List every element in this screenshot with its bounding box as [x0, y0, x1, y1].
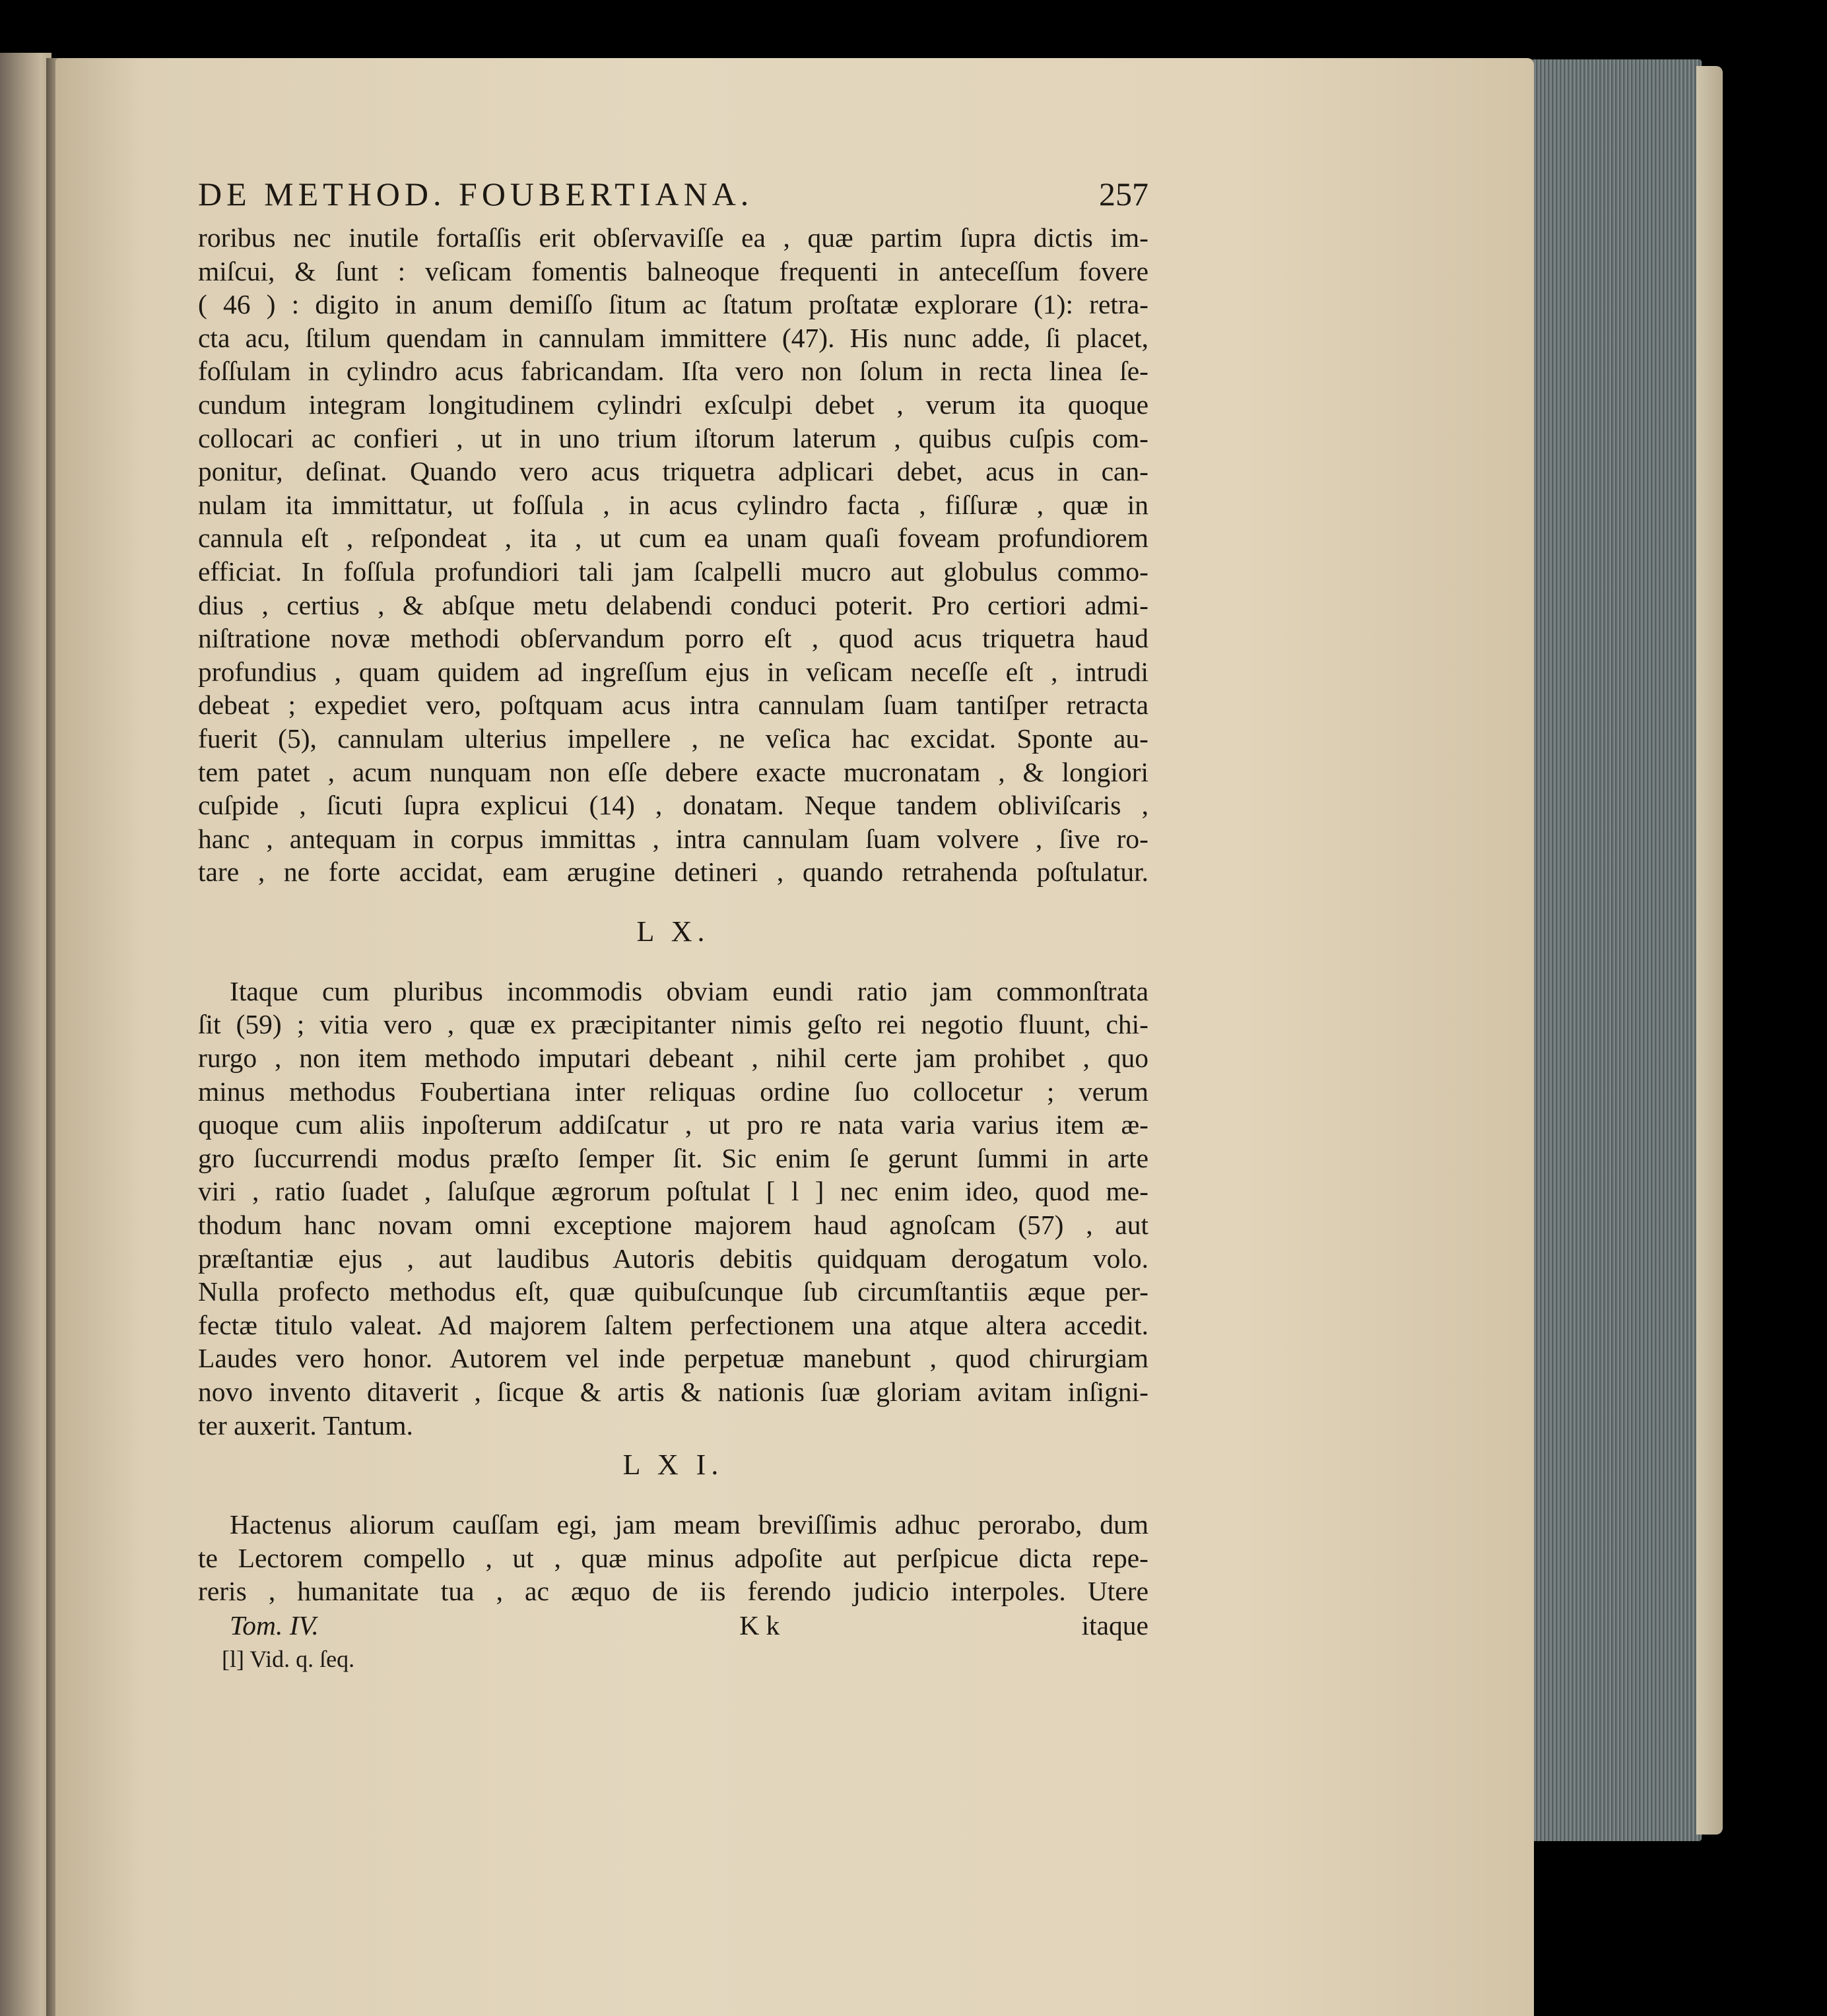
text-line: miſcui, & ſunt : veſicam fomentis balneoque frequenti in anteceſſum fovere [198, 255, 1148, 286]
text-line: reris , humanitate tua , ac æquo de iis ferendo judicio interpoles. Utere [198, 1576, 1148, 1607]
text-line: Nulla profecto methodus eſt, quæ quibuſcunque ſub circumſtantiis æque per- [198, 1276, 1148, 1307]
text-line: profundius , quam quidem ad ingreſſum ejus in veſicam neceſſe eſt , intrudi [198, 656, 1148, 687]
left-page-edge [0, 53, 51, 2016]
section-heading-lxi: L X I. [622, 1448, 724, 1481]
page-fore-edge [1530, 59, 1702, 1841]
footnote: [l] Vid. q. ſeq. [222, 1645, 355, 1672]
text-line: fuerit (5), cannulam ulterius impellere , ne veſica hac excidat. Sponte au- [198, 723, 1148, 754]
text-line: ter auxerit. Tantum. [198, 1410, 413, 1441]
text-line: nulam ita immittatur, ut foſſula , in acus cylindro facta , fiſſuræ , quæ in [198, 489, 1148, 520]
text-line: viri , ratio ſuadet , ſaluſque ægrorum poſtulat [ l ] nec enim ideo, quod me- [198, 1176, 1148, 1207]
text-line: Hactenus aliorum cauſſam egi, jam meam breviſſimis adhuc perorabo, dum [230, 1509, 1148, 1540]
text-line: debeat ; expediet vero, poſtquam acus intra cannulam ſuam tantiſper retracta [198, 690, 1148, 721]
text-line: novo invento ditaverit , ſicque & artis & nationis ſuæ gloriam avitam inſigni- [198, 1377, 1148, 1407]
text-line: rurgo , non item methodo imputari debeant , nihil certe jam prohibet , quo [198, 1043, 1148, 1074]
text-line: foſſulam in cylindro acus fabricandam. Iſta vero non ſolum in recta linea ſe- [198, 356, 1148, 387]
text-line: cannula eſt , reſpondeat , ita , ut cum ea unam quaſi foveam profundiorem [198, 523, 1148, 554]
page-text [198, 175, 1148, 1675]
text-line: collocari ac confieri , ut in uno trium iſtorum laterum , quibus cuſpis com- [198, 422, 1148, 453]
text-line: Laudes vero honor. Autorem vel inde perpetuæ manebunt , quod chirurgiam [198, 1343, 1148, 1374]
text-line: hanc , antequam in corpus immittas , intra cannulam ſuam volvere , ſive ro- [198, 823, 1148, 854]
volume-label: Tom. IV. [230, 1610, 319, 1641]
paragraph-lxi [198, 1508, 1148, 1608]
running-title: DE METHOD. FOUBERTIANA. [198, 176, 754, 212]
text-line: roribus nec inutile fortaſſis erit obſervaviſſe ea , quæ partim ſupra dictis im- [198, 222, 1148, 253]
text-line: Itaque cum pluribus incommodis obviam eundi ratio jam commonſtrata [230, 975, 1148, 1006]
text-line: quoque cum aliis inpoſterum addiſcatur , ut pro re nata varia varius item æ- [198, 1109, 1148, 1140]
text-line: cundum integram longitudinem cylindri exſculpi debet , verum ita quoque [198, 389, 1148, 420]
paragraph-lx [198, 975, 1148, 1442]
text-line: cta acu, ſtilum quendam in cannulam immittere (47). His nunc adde, ſi placet, [198, 322, 1148, 353]
back-cover-edge [1696, 66, 1723, 1835]
text-line: cuſpide , ſicuti ſupra explicui (14) , donatam. Neque tandem obliviſcaris , [198, 790, 1148, 821]
text-line: ( 46 ) : digito in anum demiſſo ſitum ac ſtatum proſtatæ explorare (1): retra- [198, 289, 1148, 320]
text-line: efficiat. In foſſula profundiori tali jam ſcalpelli mucro aut globulus commo- [198, 556, 1148, 587]
text-line: niſtratione novæ methodi obſervandum porro eſt , quod acus triquetra haud [198, 623, 1148, 654]
text-line: tem patet , acum nunquam non eſſe debere exacte mucronatam , & longiori [198, 756, 1148, 787]
text-line: thodum hanc novam omni exceptione majorem haud agnoſcam (57) , aut [198, 1210, 1148, 1241]
catchword: itaque [1081, 1610, 1148, 1641]
page-footer [198, 1608, 1148, 1642]
section-heading-lx: L X. [636, 915, 710, 948]
text-line: ſit (59) ; vitia vero , quæ ex præcipitanter nimis geſto rei negotio fluunt, chi- [198, 1009, 1148, 1040]
running-header [198, 175, 1148, 221]
signature-mark: K k [739, 1610, 780, 1641]
text-line: gro ſuccurrendi modus præſto ſemper ſit. Sic enim ſe gerunt ſummi in arte [198, 1142, 1148, 1173]
text-line: tare , ne forte accidat, eam ærugine detineri , quando retrahenda poſtulatur. [198, 857, 1148, 888]
page-number: 257 [1099, 176, 1148, 212]
text-line: ponitur, deſinat. Quando vero acus triquetra adplicari debet, acus in can- [198, 456, 1148, 487]
text-line: dius , certius , & abſque metu delabendi conduci poterit. Pro certiori admi- [198, 589, 1148, 620]
text-line: minus methodus Foubertiana inter reliquas ordine ſuo collocetur ; verum [198, 1076, 1148, 1107]
text-line: te Lectorem compello , ut , quæ minus adpoſite aut perſpicue dicta repe- [198, 1542, 1148, 1573]
text-line: præſtantiæ ejus , aut laudibus Autoris debitis quidquam derogatum volo. [198, 1243, 1148, 1274]
paragraph-1 [198, 221, 1148, 889]
text-line: fectæ titulo valeat. Ad majorem ſaltem perfectionem una atque altera accedit. [198, 1309, 1148, 1340]
